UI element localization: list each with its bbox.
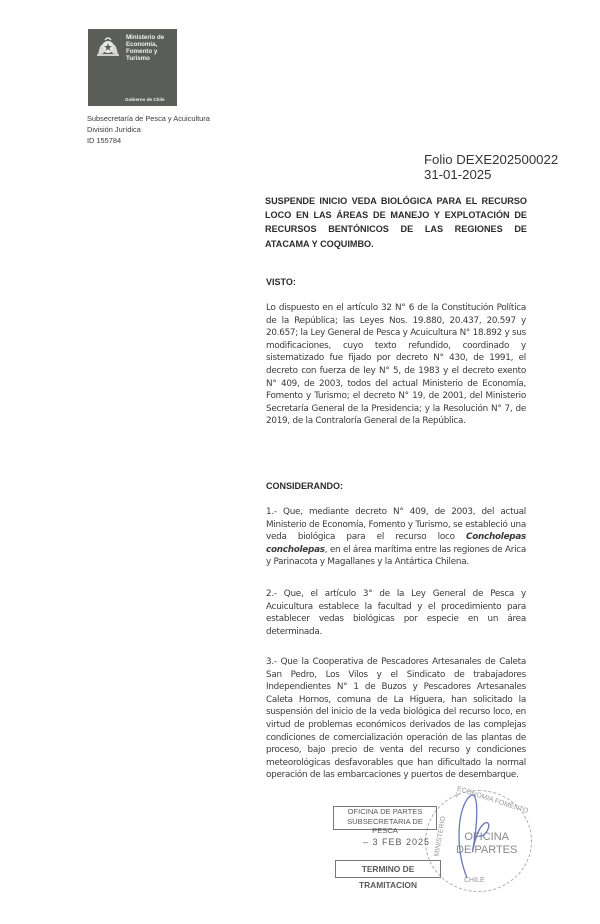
subsecretaria-label: Subsecretaría de Pesca y Acuicultura (87, 114, 210, 123)
considerando-heading: CONSIDERANDO: (266, 481, 344, 491)
ministry-seal-stamp: ECONOMIA FOMENTO Y MINISTERIO CHILE OFICINA DE PARTES (425, 790, 532, 892)
folio-number: Folio DEXE202500022 (424, 152, 559, 167)
division-label: División Jurídica (87, 125, 141, 134)
signature (445, 788, 505, 883)
tramitacion-status: TERMINO DE TRAMITACION (335, 860, 441, 878)
government-label: Gobierno de Chile (125, 97, 165, 102)
issuing-office (87, 113, 210, 146)
considerando-item-3: 3.- Que la Cooperativa de Pescadores Artesanales de Caleta San Pedro, Los Vilos y el Sindicato de trabajadores Independientes N° 1 de Buzos y Pescadores Artesanales Caleta Hornos, comuna de La Higuera, han solicitado la suspensión del inicio de la veda biológica del recurso loco, en virtud de problemas económicos derivados de las complejas condiciones de comercialización operación de las plantas de proceso, bajo precio de venta del recurso y condiciones meteorológicas desfavorables que han dificultado la normal operación de las embarcaciones y puertos de desembarque. (266, 657, 526, 781)
considerando-item-1: 1.- Que, mediante decreto N° 409, de 2003, del actual Ministerio de Economía, Fomento y Turismo, se estableció una veda biológica para el recurso loco Concholepas concholepas, en el área marítima entre las regiones de Arica y Parinacota y Magallanes y la Antártica Chilena. (266, 507, 526, 568)
document-id: ID 155784 (87, 136, 122, 145)
ministry-name: Ministerio de Economía, Fomento y Turismo (126, 34, 165, 62)
ministry-logo (88, 29, 177, 106)
considerando-item-2: 2.- Que, el artículo 3° de la Ley General de Pesca y Acuicultura establece la facultad y el procedimiento para establecer vedas biológicas por especie en un área determinada. (266, 589, 526, 637)
received-date: – 3 FEB 2025 (363, 837, 431, 847)
species-name: Concholepas concholepas (266, 532, 526, 555)
resolution-title: SUSPENDE INICIO VEDA BIOLÓGICA PARA EL RECURSO LOCO EN LAS ÁREAS DE MANEJO Y EXPLOTACIÓN DE RECURSOS BENTÓNICOS DE LAS REGIONES DE ATACAMA Y COQUIMBO. (265, 196, 527, 249)
visto-text: Lo dispuesto en el artículo 32 N° 6 de la Constitución Política de la República; las Leyes Nos. 19.880, 20.437, 20.597 y 20.657; la Ley General de Pesca y Acuicultura N° 18.892 y sus modificaciones, cuyo texto refundido, coordinado y sistematizado fue fijado por decreto N° 430, de 1991, el decreto con fuerza de ley N° 5, de 1983 y el decreto exento N° 409, de 2003, todos del actual Ministerio de Economía, Fomento y Turismo; el decreto N° 19, de 2001, del Ministerio Secretaría General de la Presidencia; y la Resolución N° 7, de 2019, de la Contraloría General de la República. (266, 303, 526, 427)
folio-date: 31-01-2025 (424, 167, 492, 182)
folio-block (424, 152, 558, 182)
chile-coat-of-arms-icon (95, 35, 121, 57)
oficina-partes-stamp: OFICINA DE PARTES SUBSECRETARIA DE PESCA – 3 FEB 2025 TERMINO DE TRAMITACION (333, 804, 443, 886)
visto-heading: VISTO: (266, 277, 296, 287)
